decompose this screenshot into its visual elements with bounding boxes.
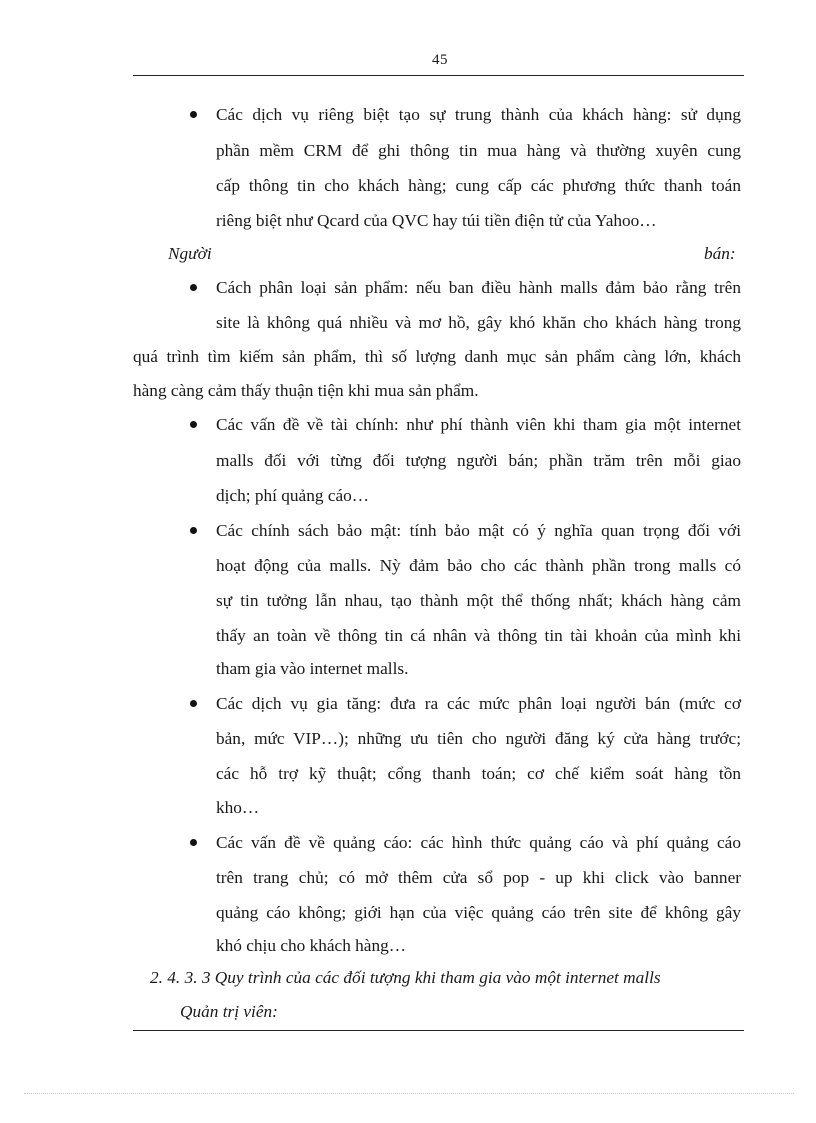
- paragraph-line: hàng càng cảm thấy thuận tiện khi mua sản phẩm.: [133, 381, 479, 400]
- paragraph-line: Cách phân loại sản phẩm: nếu ban điều hành malls đảm bảo rằng trên: [216, 278, 741, 297]
- paragraph-line: sự tin tưởng lẫn nhau, tạo thành một thể thống nhất; khách hàng cảm: [216, 591, 741, 610]
- paragraph-line: hoạt động của malls. Nỳ đảm bảo cho các thành phần trong malls có: [216, 556, 741, 575]
- paragraph-line: các hỗ trợ kỹ thuật; cổng thanh toán; cơ chế kiểm soát hàng tồn: [216, 764, 741, 783]
- bullet-icon: [190, 700, 197, 707]
- seller-label-right: bán:: [704, 244, 736, 263]
- page-number: 45: [432, 52, 448, 68]
- paragraph-line: Các dịch vụ riêng biệt tạo sự trung thành của khách hàng: sử dụng: [216, 105, 741, 124]
- paragraph-line: bản, mức VIP…); những ưu tiên cho người đăng ký cửa hàng trước;: [216, 729, 741, 748]
- paragraph-line: tham gia vào internet malls.: [216, 659, 409, 678]
- paragraph-line: trên trang chủ; có mở thêm cửa sổ pop - up khi click vào banner: [216, 868, 741, 887]
- section-heading: 2. 4. 3. 3 Quy trình của các đối tượng khi tham gia vào một internet malls: [150, 968, 661, 987]
- paragraph-line: Các chính sách bảo mật: tính bảo mật có ý nghĩa quan trọng đối với: [216, 521, 741, 540]
- bullet-icon: [190, 421, 197, 428]
- paragraph-line: Các dịch vụ gia tăng: đưa ra các mức phân loại người bán (mức cơ: [216, 694, 741, 713]
- footer-rule: [133, 1030, 744, 1031]
- bullet-icon: [190, 839, 197, 846]
- bullet-icon: [190, 111, 197, 118]
- paragraph-line: khó chịu cho khách hàng…: [216, 936, 407, 955]
- paragraph-line: phần mềm CRM để ghi thông tin mua hàng và thường xuyên cung: [216, 141, 741, 160]
- seller-label-left: Người: [168, 244, 212, 263]
- paragraph-line: quảng cáo không; giới hạn của việc quảng cáo trên site để không gây: [216, 903, 741, 922]
- paragraph-line: thấy an toàn về thông tin cá nhân và thông tin tài khoản của mình khi: [216, 626, 741, 645]
- paragraph-line: malls đối với từng đối tượng người bán; phần trăm trên mỗi giao: [216, 451, 741, 470]
- paragraph-line: kho…: [216, 798, 260, 817]
- bullet-icon: [190, 527, 197, 534]
- paragraph-line: Các vấn đề về quảng cáo: các hình thức quảng cáo và phí quảng cáo: [216, 833, 741, 852]
- subsection-heading: Quản trị viên:: [180, 1002, 278, 1021]
- paragraph-line: Các vấn đề về tài chính: như phí thành viên khi tham gia một internet: [216, 415, 741, 434]
- paragraph-line: dịch; phí quảng cáo…: [216, 486, 370, 505]
- page-edge-dots: [24, 1093, 794, 1094]
- paragraph-line: riêng biệt như Qcard của QVC hay túi tiền điện tử của Yahoo…: [216, 211, 657, 230]
- bullet-icon: [190, 284, 197, 291]
- paragraph-line: site là không quá nhiều và mơ hồ, gây khó khăn cho khách hàng trong: [216, 313, 741, 332]
- paragraph-line: cấp thông tin cho khách hàng; cung cấp các phương thức thanh toán: [216, 176, 741, 195]
- paragraph-line: quá trình tìm kiếm sản phẩm, thì số lượng danh mục sản phẩm càng lớn, khách: [133, 347, 741, 366]
